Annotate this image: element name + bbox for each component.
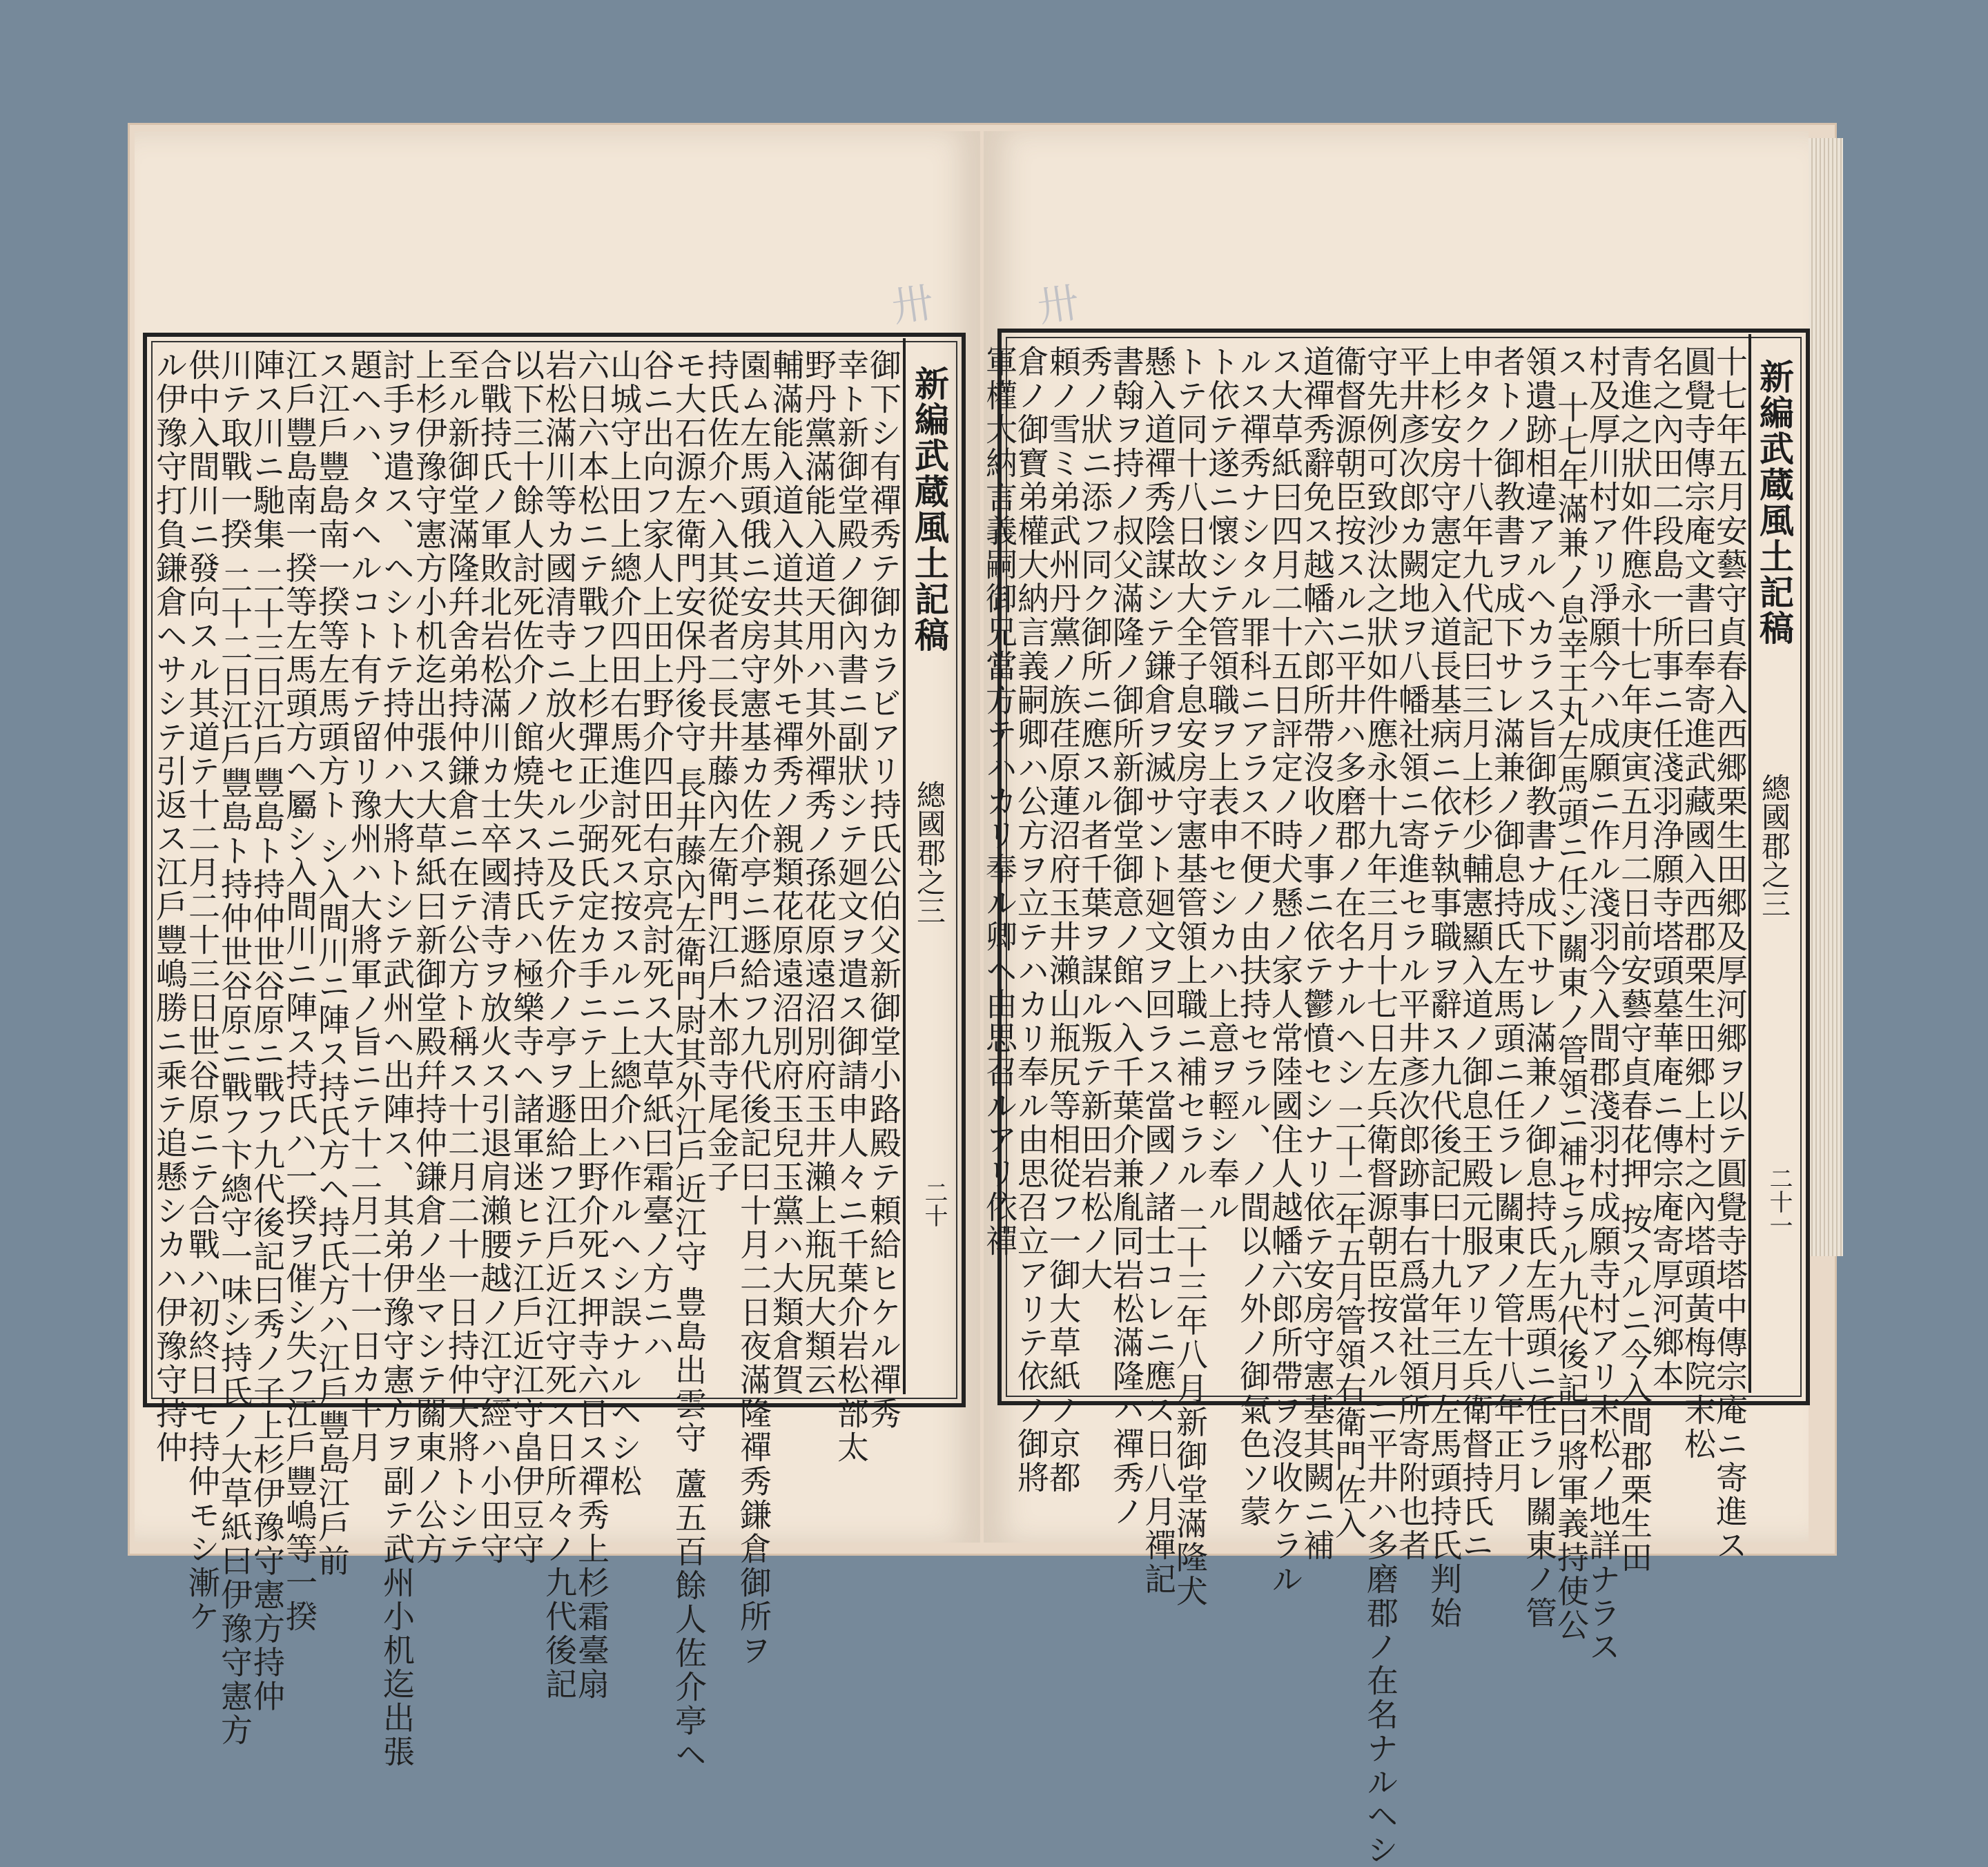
right-header-divider — [1748, 334, 1751, 1393]
text-column: 輔滿能入道入道共其外モ禪秀ノ親類花原遠沼別府玉兒玉黨ハ大類倉賀 — [768, 349, 805, 1397]
text-column: 園ム左馬頭俄ニ安房守憲基カ佐介亭ニ遯給フ九代後記曰十月二日夜滿隆禪秀鎌倉御所ヲ — [735, 349, 772, 1668]
text-column: モ大石源左衛門安保丹後守 長井藤內左衛門尉其外江戶近江守 豊島出雲守 蘆五百餘人佐介亭ヘ — [670, 349, 708, 1772]
left-section-title: 總國郡之三 — [913, 780, 946, 925]
text-column: トテ同十八日故大全子息安房守憲基管領上職ニ補セラル 二十三年八月新御堂滿隆犬 — [1171, 345, 1209, 1609]
text-column: 懸入道禪秀陰謀シテ鎌倉ヲ滅サント廻文ヲ回ラス當國ノ諸士コレニ應ス日八月禪記 — [1140, 345, 1177, 1596]
left-page-number: 二十 — [920, 1180, 948, 1227]
left-running-head: 新編武蔵風土記稿 — [909, 366, 950, 653]
text-column: 申タク十八年九代記曰三月上杉少輔憲顯入道ノ御息王殿元服アリ左兵衛督持氏ニ — [1457, 345, 1494, 1563]
text-column: 倉ノ御寶弟權大納言義嗣卿ハ公方ヲ立テハカリ奉ル由思召立アリテ依ノ御將 — [1013, 345, 1050, 1495]
text-column: 圓覺寺傳宗庵文書曰奉寄進武藏國入西郡栗生田郷上村之內塔頭黃梅院末松 — [1679, 345, 1717, 1461]
text-column: 秀ノ狀ニ添フ同ク御所ニ應スル者千葉ヲ謀ル叛テ新田岩松ノ大 — [1076, 345, 1113, 1292]
text-column: 十七年五月安藝守貞春入西郷栗生田郷及厚河郷ヲ以テ圓覺寺塔中傳宗庵ニ寄進ス — [1711, 345, 1748, 1563]
text-column: 至ル新御堂滿隆幷舍弟持仲鎌倉ニ在テ公方ト稱ス十二月二十一日持仲大將トシテ — [443, 349, 480, 1566]
text-column: 村及厚川村アリ淨願今ハ成願ニ作ル淺羽今入間郡淺羽村成願寺村アリ末松ノ地詳ナラス — [1584, 345, 1621, 1664]
text-column: 野丹黨滿能入道天用ハ其外禪秀ノ孫花原遠沼別府玉井瀨上瓶尻大類云 — [800, 349, 837, 1397]
left-header-divider — [903, 338, 906, 1394]
right-section-title: 總國郡之三 — [1757, 773, 1791, 918]
right-page-number: 二十一 — [1765, 1166, 1793, 1237]
text-column: 幸ト新御堂殿ノ御內書ニ副狀シテ廻文ヲ遣ス御請申人々ニ千葉介岩松部太 — [832, 349, 870, 1465]
text-column: 名之內田二段島一所事ニ任淺羽浄願寺塔頭墓華庵ニ傳宗庵寄厚河鄉本 — [1648, 345, 1685, 1394]
text-column: 題ヘハ、タヘルコト有テ留リ豫州ハ大將軍ノ旨ニテ十二月二十一日カ十月 — [346, 349, 383, 1465]
text-column: 青進之狀如件應永十七年庚寅五月二日前安藝守貞春花押 按スルニ今入間郡栗生田 — [1616, 345, 1653, 1575]
text-column: ル伊豫守打負鎌倉ヘサシテ引返ス江戶豐嶋勝ニ乘テ追懸シカハ伊豫守持仲 — [151, 349, 188, 1465]
text-column: ス 十七年滿兼ノ息幸王丸左馬頭ニ任シ關東ノ管領ニ補セラル九代後記曰將軍義持使公 — [1552, 345, 1590, 1643]
text-column: 岩松滿川等カ國清寺ニ放火セルニ及テ佐介ノ亭ヲ遯給フ江戶近江守死ス日所々ノ九代後記 — [540, 349, 578, 1701]
text-column: 六日六本松ニテ戰フ上杉彈正少弼氏定カ手ニテ上田上野介死ス押寺六日ス禪秀上杉霜臺扇 — [573, 349, 610, 1701]
text-column: 領遺跡相違アルヘカラス旨御教書ナ成下サレ滿兼ノ御息持氏左馬頭ニ任ラレ關東ノ管 — [1521, 345, 1558, 1630]
text-column: 谷ニ出向フ家人上田上野介四田右京亮討死ス大草紙曰霜臺ノ方ニハ — [638, 349, 675, 1363]
right-page — [981, 131, 1809, 1867]
text-column: 書翰ヲ持ノ叔父滿隆ノ御所新御堂御意ノ館ヘ入千葉介兼胤同岩松滿隆ハ禪秀ノ — [1108, 345, 1145, 1529]
text-column: ト依テ遂ニ懷シテ管領職ヲ上表申セシカハ上意ヲ輕シ奉ル — [1203, 345, 1240, 1224]
text-column: 供中入間川ニ發向スル其道テ十二月二十三日世谷原ニテ合戰ハ初終日モ持仲モシ漸ケ — [184, 349, 221, 1634]
right-running-head: 新編武蔵風土記稿 — [1754, 359, 1795, 646]
text-column: 合戰持氏ノ軍敗北岩松滿川カ士卒國清寺ヲ放火ス引退肩瀨腰越ノ江守經ハ小田守 — [476, 349, 513, 1566]
text-column: 以下三十餘人討死佐介ノ館燒失ス持氏ハ極樂寺ヘ諸軍迷ヒテ江戶近江守畠伊豆守 — [508, 349, 545, 1566]
text-column: ス江戶豐島南一揆等左馬頭方ト シ入間川ニ陣ス持氏方ヘ持氏方ハ江戶豐島江戶前 — [313, 349, 351, 1578]
library-stamp: 卅 — [1028, 280, 1082, 328]
text-column: 者トノ御教書ヲ成下サレ滿兼ノ御息持氏左馬頭ニ任ラレ關東ノ管十八年正月 — [1489, 345, 1526, 1495]
text-column: 上杉伊豫守憲方小机迄出張ス大草紙曰新御堂殿幷持仲鎌倉ノ坐マシテ關東ノ公方 — [411, 349, 448, 1566]
text-column: 守先例可致沙汰之狀如件應永十九年三月十七日左兵衛督源朝臣按スルニ平井ハ多磨郡ノ在名ナルヘシ — [1362, 345, 1399, 1867]
text-column: 頼ノ雪ミ弟武州丹黨ノ族荏原蓮沼府玉井瀨山瓶尻等相從フ一御大草紙ノ京都 — [1044, 345, 1082, 1495]
text-column: 御下シ有禪秀テ御カラビアリ持氏公伯父新御堂小路殿テ頼給ヒケル禪秀 — [865, 349, 902, 1431]
text-column: 道禪秀辭免ス越幡六郎所帶沒收ノ事ニ依テ鬱憤セシナリ依テ安房守憲基其闕ニ補 — [1298, 345, 1336, 1563]
text-column: 山城守上田上總介四田右馬進討死ス按スルニ上總介ハ作ルヘシ誤ナルヘシ松 — [605, 349, 643, 1498]
text-column: 上杉安房守憲定入道長基病ニ依テ執事職ヲ辭ス九代後記曰十九年三月左馬頭持氏判始 — [1425, 345, 1463, 1630]
library-stamp: 卅 — [882, 280, 936, 328]
text-column: 持氏佐介ヘ入其從者二長井藤內左衛門江戶木部寺尾金子 — [703, 349, 740, 1194]
text-column: 討手ヲ遣ス、ヘシトテ持仲ハ大將トシテ武州ヘ出陣ス、其弟伊豫守憲方ヲ副テ武州小机迄出張 — [378, 349, 416, 1769]
text-column: 平井彥次郎カ闕地ヲ八幡社領ニ寄進セラル平井彥次郎跡事右爲當社領所寄附也者 — [1394, 345, 1431, 1563]
text-column: 陣ス川ニ馳集 二十三日江戶豐島ト持仲世谷原ニ戰フ九代後記曰秀ノ子上杉伊豫守憲方持仲 — [248, 349, 286, 1714]
text-column: 衞督源朝臣按スルニ平井ハ多磨郡ノ在名ナルヘシ 二十二年五月管領右衛門佐入 — [1330, 345, 1367, 1541]
text-column: 江戶豐島南一揆等左馬頭方ヘ屬シ入間川ニ陣ス持氏ハ一揆ヲ催シ失フ江戶豐嶋等一揆 — [281, 349, 318, 1634]
left-page — [135, 131, 980, 1772]
text-column: ルス禪秀ナシタル罪科ニアラス不便ノ由扶持セラル、ノ間以ノ外ノ御氣色ソ蒙 — [1235, 345, 1272, 1529]
text-column: 川テ取戰一揆 二十二日江戶豐島ト持仲世谷原ニ戰フ卞總守一味シ持氏ノ大草紙曰伊豫守憲方 — [216, 349, 253, 1748]
text-column: ス大草紙曰四月二十五日評定ノ時犬懸ノ家人常陸國住人越幡六郎所帶ヲ沒收ケラル — [1267, 345, 1304, 1596]
text-column: 軍權大納言義嗣御兄當方テハカリ奉ル卿ヘ由思召ルアリ依禪 — [981, 345, 1018, 1258]
